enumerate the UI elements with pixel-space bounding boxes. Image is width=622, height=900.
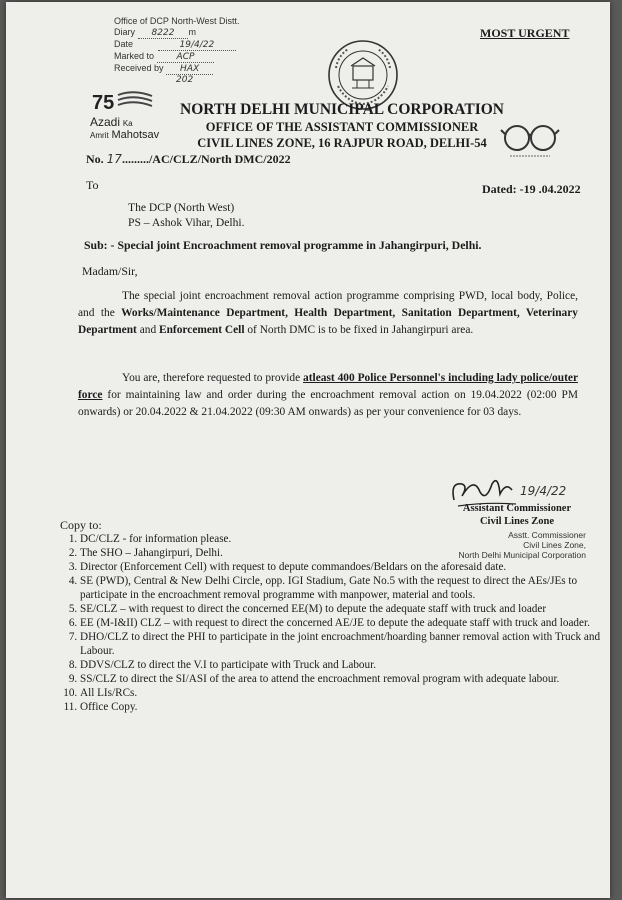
- salutation: Madam/Sir,: [82, 264, 138, 278]
- signatory-zone: Civil Lines Zone: [479, 516, 555, 527]
- stamp-date-row: [114, 39, 274, 51]
- letter-date: Dated: -19 .04.2022: [482, 182, 581, 196]
- addressee-line1: The DCP (North West): [128, 201, 235, 214]
- addressee-line2: PS – Ashok Vihar, Delhi.: [128, 216, 245, 229]
- signatory-title: Assistant Commissioner: [462, 503, 572, 514]
- office-address: CIVIL LINES ZONE, 16 RAJPUR ROAD, DELHI-54: [197, 136, 487, 150]
- copy-to-item: 5. SE/CLZ – with request to direct the concerned EE(M) to depute the adequate staff with truck and loader: [80, 603, 604, 617]
- azadi-line2: Amrit Mahotsav: [90, 129, 160, 141]
- reference-number: No. 17........./AC/CLZ/North DMC/2022: [86, 152, 291, 166]
- stamp-date: 19/4/22: [158, 40, 237, 51]
- copy-to-item: 10. All LIs/RCs.: [80, 687, 604, 701]
- signature-date: 19/4/22: [520, 484, 567, 498]
- azadi-logo: [90, 90, 170, 141]
- office-name: OFFICE OF THE ASSISTANT COMMISSIONER: [205, 120, 479, 134]
- copy-to-item: 2. The SHO – Jahangirpuri, Delhi.: [80, 547, 604, 561]
- stamp-diary-row: [114, 27, 274, 39]
- copy-to-item: 1. DC/CLZ - for information please.: [80, 533, 604, 547]
- diary-stamp: [114, 16, 274, 86]
- copy-to-item: 6. EE (M-I&II) CLZ – with request to direct the concerned AE/JE to depute the adequate staff with truck and loader.: [80, 617, 604, 631]
- letterhead: [172, 101, 512, 151]
- body-paragraph-1: The special joint encroachment removal action programme comprising PWD, local body, Police, and the Works/Maintenance Department, Health Department, Sanitation Department, Veterinary Department and Enforcement Cell of North DMC is to be fixed in Jahangirpuri area.: [78, 290, 578, 336]
- copy-to-list: [52, 533, 604, 715]
- received-label: Received by: [114, 63, 164, 73]
- letter-page: [6, 2, 610, 898]
- svg-text:75: 75: [92, 92, 115, 112]
- diary-label: Diary: [114, 27, 136, 37]
- seal-line1: Asstt. Commissioner: [508, 530, 586, 540]
- copy-to-item: 4. SE (PWD), Central & New Delhi Circle, opp. IGI Stadium, Gate No.5 with the request to direct the AEs/JEs to participate in the encroachment removal programme with manpower, material and tools.: [80, 575, 604, 602]
- subject: Sub: - Special joint Encroachment removal programme in Jahangirpuri, Delhi.: [84, 238, 482, 252]
- copy-to-item: 9. SS/CLZ to direct the SI/ASI of the area to attend the encroachment removal program with adequate labour.: [80, 673, 604, 687]
- marked-to: ACP: [157, 52, 215, 63]
- seal-line2: Civil Lines Zone,: [523, 540, 586, 550]
- corporation-name: NORTH DELHI MUNICIPAL CORPORATION: [180, 101, 504, 118]
- to-label: To: [86, 178, 99, 192]
- diary-number: 8222: [138, 28, 189, 39]
- copy-to-item: 11. Office Copy.: [80, 701, 604, 715]
- azadi-75-icon: [90, 90, 160, 112]
- marked-label: Marked to: [114, 51, 155, 61]
- date-label: Date: [114, 39, 134, 49]
- received-by: HAX: [166, 64, 213, 75]
- azadi-line1: Azadi Ka: [90, 115, 133, 129]
- most-urgent-label: MOST URGENT: [480, 26, 570, 40]
- received-initial: 202: [176, 75, 194, 85]
- diary-suffix: m: [188, 27, 196, 37]
- copy-to-label: Copy to:: [60, 518, 102, 532]
- copy-to-item: 7. DHO/CLZ to direct the PHI to participate in the joint encroachment/hoarding banner removal action with Truck and Labour.: [80, 631, 604, 658]
- stamp-office: Office of DCP North-West Distt.: [114, 16, 240, 26]
- addressee: [128, 200, 245, 230]
- copy-to-item: 8. DDVS/CLZ to direct the V.I to participate with Truck and Labour.: [80, 659, 604, 673]
- seal-line3: North Delhi Municipal Corporation: [458, 550, 586, 560]
- swachh-bharat-icon: [500, 122, 560, 162]
- body-paragraph-2: You are, therefore requested to provide atleast 400 Police Personnel's including lady police/outer force for maintaining law and order during the encroachment removal action on 19.04.2022 (02:00 PM onwards) or 20.04.2022 & 21.04.2022 (09:30 AM onwards) as per your convenience for 03 days.: [78, 372, 578, 418]
- stamp-received-row: [114, 63, 274, 75]
- copy-to-item: 3. Director (Enforcement Cell) with request to depute commandoes/Beldars on the aforesaid date.: [80, 561, 604, 575]
- stamp-marked-row: [114, 51, 274, 63]
- signatory: [452, 502, 582, 528]
